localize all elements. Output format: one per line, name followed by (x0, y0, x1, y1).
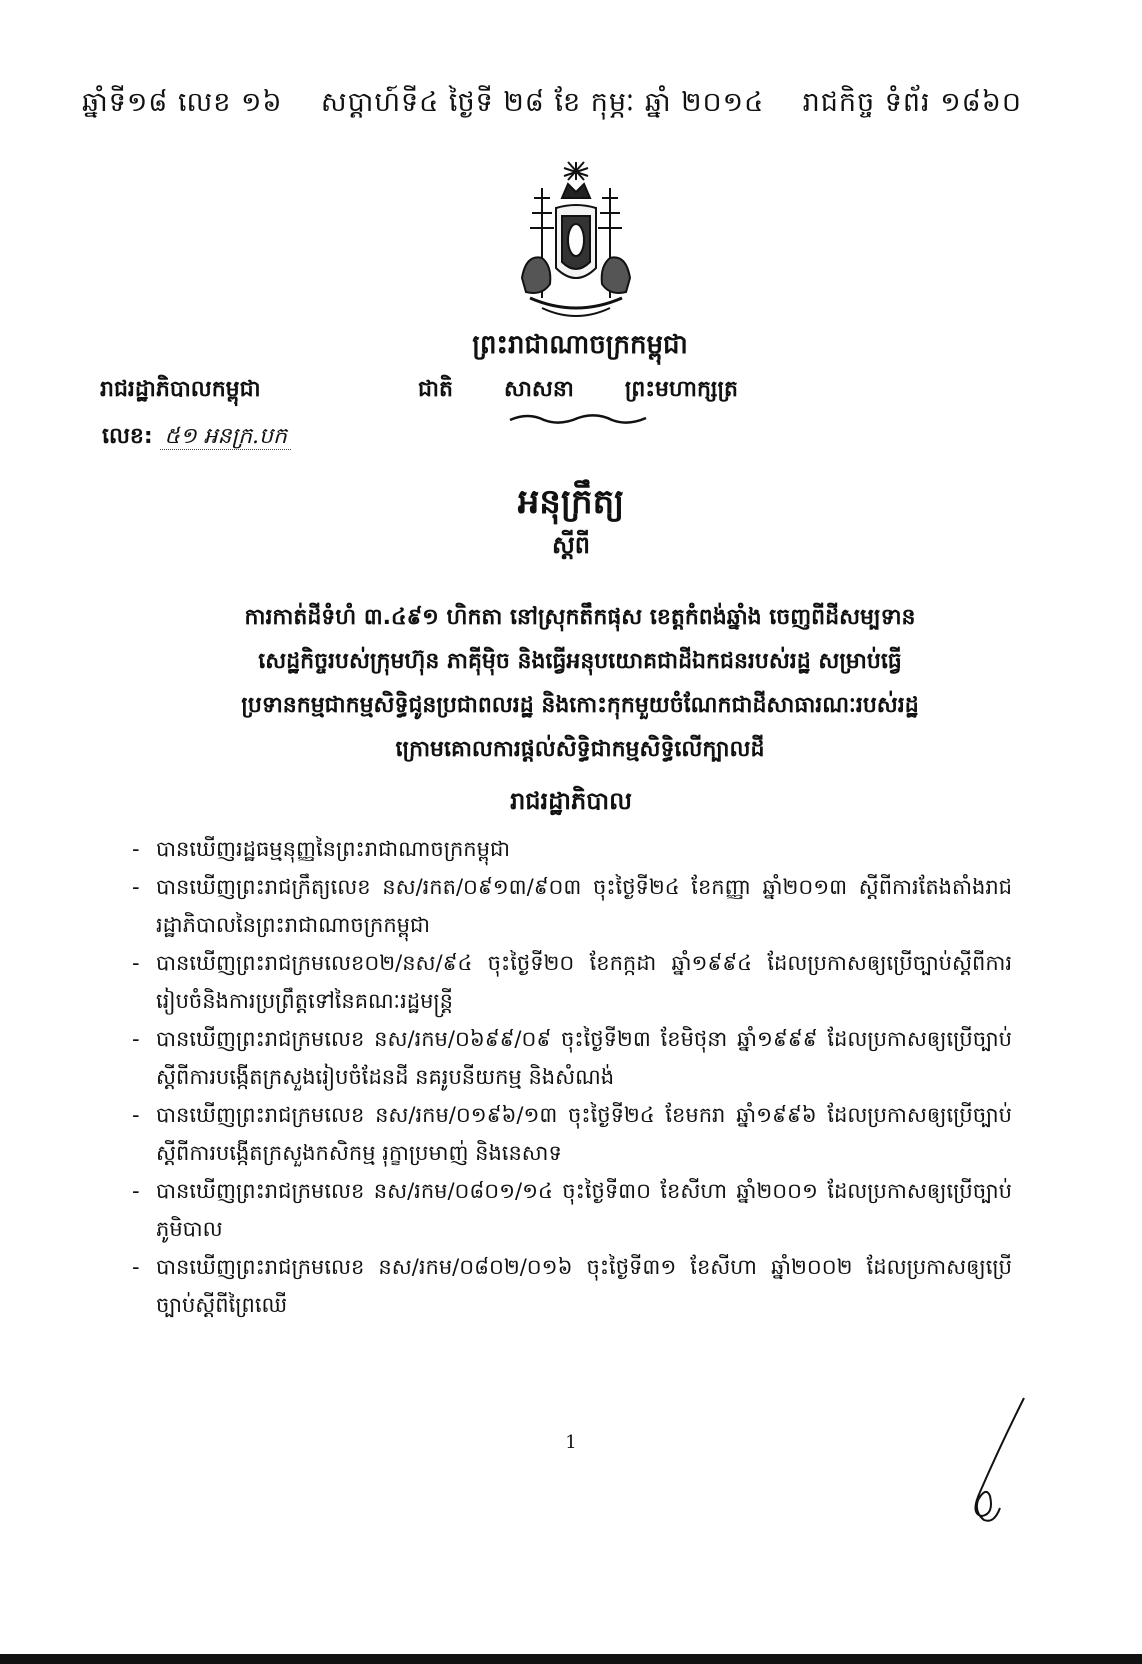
ornament-divider-icon (508, 412, 648, 426)
reference-label: លេខ: (102, 424, 153, 449)
page-number: 1 (565, 1432, 577, 1453)
visa-item: - បានឃើញព្រះរាជក្រមលេខ នស/រកម/០១៩៦/១៣ ចុះថ្ងៃទី២៤ ខែមករា ឆ្នាំ១៩៩៦ ដែលប្រកាសឲ្យប្រើច្បាប់ ស្ដីពីការបង្កើតក្រសួងកសិកម្ម រុក្ខាប្រមាញ់ និងនេសាទ (132, 1096, 1012, 1172)
visa-item: - បានឃើញព្រះរាជក្រមលេខ នស/រកម/០៨០២/០១៦ ចុះថ្ងៃទី៣១ ខែសីហា ឆ្នាំ២០០២ ដែលប្រកាសឲ្យប្រើច្បាប់ស្ដីពីព្រៃឈើ (132, 1248, 1012, 1324)
subject-line: ប្រទានកម្មជាកម្មសិទ្ធិជូនប្រជាពលរដ្ឋ និងកោះកុកមួយចំណែកជាដីសាធារណៈរបស់រដ្ឋ (241, 693, 919, 718)
subject-line: សេដ្ឋកិច្ចរបស់ក្រុមហ៊ុន ភាគ៉ីម៉ិច និងធ្វើអនុបយោគជាដីឯកជនរបស់រដ្ឋ សម្រាប់ធ្វើ (258, 649, 902, 674)
reference-value: ៥១ អនក្រ.បក (160, 424, 291, 450)
visa-list (132, 830, 1012, 1324)
visa-item: - បានឃើញព្រះរាជក្រមលេខ នស/រកម/០៦៩៩/០៩ ចុះថ្ងៃទី២៣ ខែមិថុនា ឆ្នាំ១៩៩៩ ដែលប្រកាសឲ្យប្រើច្បាប់ស្ដីពីការបង្កើតក្រសួងរៀបចំដែនដី នគរូបនីយកម្ម និងសំណង់ (132, 1020, 1012, 1096)
national-motto (418, 375, 738, 407)
subject-line: ក្រោមគោលការផ្ដល់សិទ្ធិជាកម្មសិទ្ធិលើក្បាលដី (395, 737, 765, 762)
government-heading: រាជរដ្ឋាភិបាល (510, 787, 632, 815)
visa-item: - បានឃើញព្រះរាជក្រមលេខ នស/រកម/០៨០១/១៤ ចុះថ្ងៃទី៣០ ខែសីហា ឆ្នាំ២០០១ ដែលប្រកាសឲ្យប្រើច្បាប់ភូមិបាល (132, 1172, 1012, 1248)
gazette-page: រាជកិច្ច ទំព័រ ១៨៦០ (802, 87, 1022, 118)
reference-number (102, 422, 291, 454)
visa-item: - បានឃើញព្រះរាជក្រមលេខ០២/នស/៩៤ ចុះថ្ងៃទី២០ ខែកក្កដា ឆ្នាំ១៩៩៤ ដែលប្រកាសឲ្យប្រើច្បាប់ស្ដីពីការរៀបចំនិងការប្រព្រឹត្តទៅនៃគណៈរដ្ឋមន្ត្រី (132, 944, 1012, 1020)
document-subject (140, 596, 1020, 772)
royal-emblem-icon (512, 158, 640, 328)
gazette-header (82, 86, 1022, 125)
about-label: ស្ដីពី (551, 531, 591, 559)
gazette-year-issue: ឆ្នាំទី១៨ លេខ ១៦ (82, 87, 283, 118)
subject-line: ការកាត់ដីទំហំ ៣.៤៩១ ហិកតា នៅស្រុកតឹកផុស ខេត្តកំពង់ឆ្នាំង ចេញពីដីសម្បទាន (244, 605, 916, 630)
kingdom-title: ព្រះរាជាណាចក្រកម្ពុជា (472, 330, 688, 360)
signature-initial-icon (960, 1396, 1030, 1526)
document-type: អនុក្រឹត្យ (517, 482, 625, 522)
gazette-date: សប្ដាហ៍ទី៤ ថ្ងៃទី ២៨ ខែ កុម្ភៈ ឆ្នាំ ២០១៤ (320, 87, 765, 118)
issuing-authority: រាជរដ្ឋាភិបាលកម្ពុជា (100, 377, 261, 402)
scan-edge (0, 1654, 1142, 1664)
motto-king: ព្រះមហាក្សត្រ (624, 377, 738, 402)
motto-religion: សាសនា (503, 377, 574, 402)
visa-item: - បានឃើញរដ្ឋធម្មនុញ្ញនៃព្រះរាជាណាចក្រកម្ពុជា (132, 830, 1012, 868)
motto-nation: ជាតិ (418, 377, 453, 402)
visa-item: - បានឃើញព្រះរាជក្រឹត្យលេខ នស/រកត/០៩១៣/៩០៣ ចុះថ្ងៃទី២៤ ខែកញ្ញា ឆ្នាំ២០១៣ ស្ដីពីការតែងតាំងរាជរដ្ឋាភិបាលនៃព្រះរាជាណាចក្រកម្ពុជា (132, 868, 1012, 944)
